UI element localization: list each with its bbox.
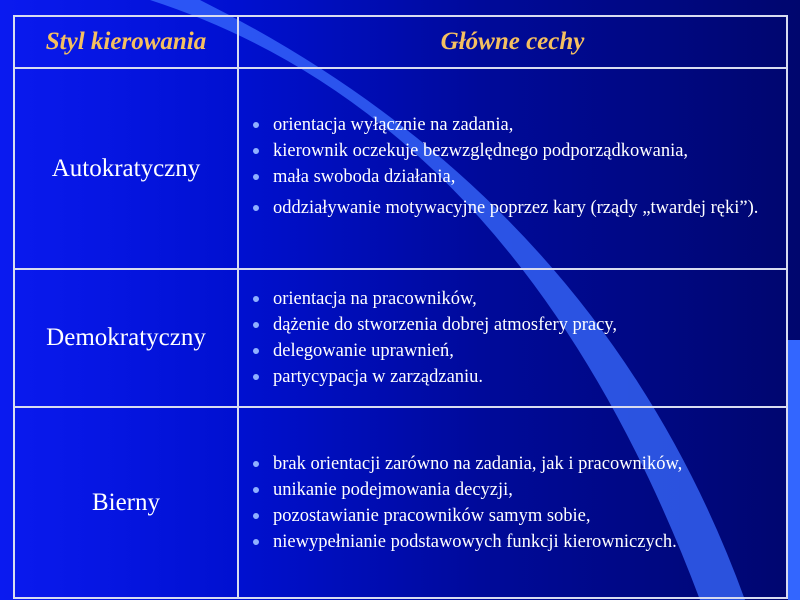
feature-text: partycypacja w zarządzaniu. [273, 367, 484, 387]
feature-text: orientacja wyłącznie na zadania, [273, 114, 514, 135]
bullet-icon [253, 374, 259, 380]
bullet-icon [253, 148, 259, 154]
bullet-icon [253, 205, 259, 211]
bullet-icon [253, 513, 259, 519]
bullet-icon [253, 539, 259, 545]
feature-text: kierownik oczekuje bezwzględnego podporządkowania, [273, 140, 689, 161]
table-row [14, 269, 787, 407]
list-item [253, 166, 776, 188]
bullet-icon [253, 296, 259, 302]
list-item [253, 314, 776, 336]
header-style: Styl kierowania [14, 16, 238, 68]
feature-text: mała swoboda działania, [273, 166, 456, 187]
features-cell [238, 68, 787, 269]
list-item [253, 340, 776, 362]
bullet-icon [253, 322, 259, 328]
feature-text: pozostawianie pracowników samym sobie, [273, 505, 591, 526]
list-item [253, 531, 776, 553]
list-item [253, 288, 776, 310]
feature-text: niewypełnianie podstawowych funkcji kierowniczych. [273, 531, 677, 552]
header-row [14, 16, 787, 68]
leadership-styles-table [13, 15, 788, 599]
feature-text: dążenie do stworzenia dobrej atmosfery pracy, [273, 315, 617, 335]
bullet-icon [253, 461, 259, 467]
style-name: Autokratyczny [14, 68, 238, 269]
style-name: Bierny [14, 407, 238, 598]
feature-text: delegowanie uprawnień, [273, 341, 454, 361]
feature-text: brak orientacji zarówno na zadania, jak i pracowników, [273, 453, 683, 474]
bullet-icon [253, 174, 259, 180]
list-item [253, 114, 776, 136]
features-cell [238, 407, 787, 598]
list-item [253, 453, 776, 475]
bullet-icon [253, 348, 259, 354]
list-item [253, 479, 776, 501]
style-name: Demokratyczny [14, 269, 238, 407]
header-features: Główne cechy [238, 16, 787, 68]
bullet-icon [253, 122, 259, 128]
table-row [14, 68, 787, 269]
list-item [253, 366, 776, 388]
feature-text: unikanie podejmowania decyzji, [273, 479, 513, 500]
list-item [253, 505, 776, 527]
features-cell [238, 269, 787, 407]
list-item [253, 192, 776, 224]
table-row [14, 407, 787, 598]
feature-text: orientacja na pracowników, [273, 289, 477, 309]
bullet-icon [253, 487, 259, 493]
list-item [253, 140, 776, 162]
feature-text: oddziaływanie motywacyjne poprzez kary (rządy „twardej ręki”). [273, 197, 759, 218]
